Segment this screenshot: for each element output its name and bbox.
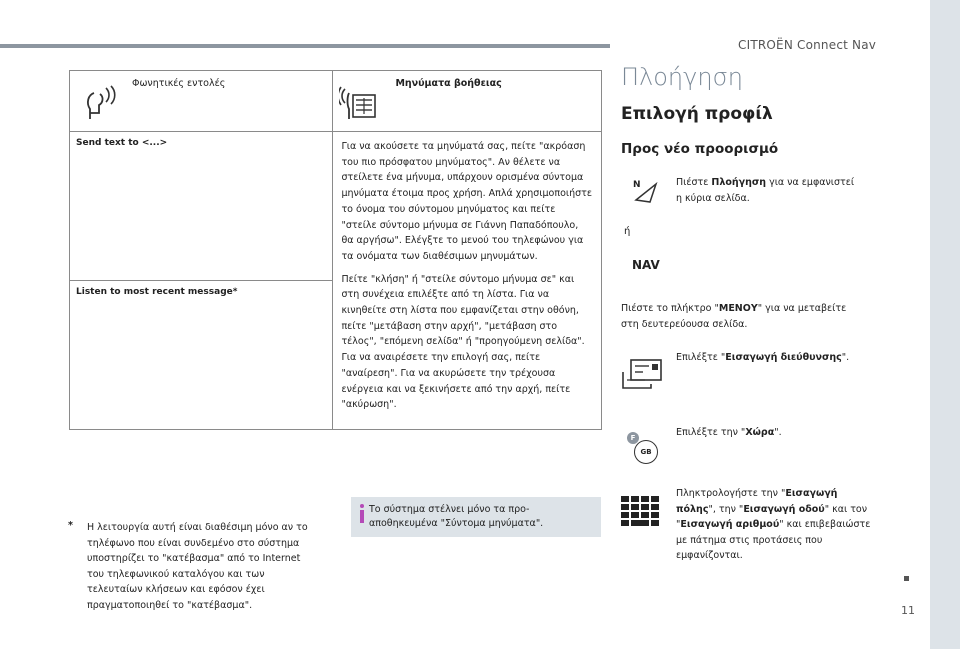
col1-header-cell	[70, 71, 333, 132]
step-3-bold: Εισαγωγή διεύθυνσης	[725, 352, 842, 363]
flag-f-badge: F	[627, 432, 639, 444]
response-cell	[333, 132, 602, 430]
voice-command-icon	[82, 85, 122, 121]
page-number: 11	[901, 604, 915, 617]
response-text: Για να ακούσετε τα μηνύματά σας, πείτε "ακρόαση του πιο πρόσφατου μηνύματος". Αν θέλετε να στείλετε ένα μήνυμα, υπάρχουν ορισμένα σύντομα μηνύματα έτοιμα προς χρήση. Απλά χρησιμοποιήστε το όνομα του σύντομου μηνύματος και πείτε "στείλε σύντομο μήνυμα σε Γιάννη Παπαδόπουλο, θα αργήσω". Ελέγξτε το μενού του τηλεφώνου για τα ονόματα των διαθέσιμων μηνυμάτων.	[341, 141, 593, 262]
col2-header-cell	[333, 71, 602, 132]
step-1-bold: Πλοήγηση	[711, 177, 767, 188]
footnote-star: *	[68, 520, 73, 531]
nav-key-label: NAV	[632, 258, 660, 272]
step-3-text	[676, 350, 856, 366]
north-letter: N	[633, 180, 641, 190]
info-text: Το σύστημα στέλνει μόνο τα προ-αποθηκευμένα "Σύντομα μηνύματα".	[369, 504, 544, 529]
step-5-text	[676, 486, 876, 564]
step-4-pre: Επιλέξτε την "	[676, 427, 746, 438]
command-listen-message: Listen to most recent message*	[76, 287, 238, 297]
address-entry-icon	[621, 358, 663, 390]
step-1-pre: Πιέστε	[676, 177, 712, 188]
info-icon	[357, 503, 367, 525]
command-send-text: Send text to <...>	[76, 138, 168, 148]
step-2-bold: ΜΕΝΟΥ	[718, 303, 758, 314]
step-1-post: για να εμφανιστεί η κύρια σελίδα.	[676, 177, 855, 204]
or-text: ή	[624, 226, 631, 237]
step-4-bold: Χώρα	[745, 427, 775, 438]
step-3-post: ".	[841, 352, 850, 363]
info-box	[351, 497, 601, 537]
step-5-g: " και επιβεβαιώστε με πάτημα στις προτάσεις που εμφανίζονται.	[676, 519, 871, 561]
page-sidebar	[930, 0, 960, 649]
command-cell-2	[70, 281, 333, 430]
step-5-f: Εισαγωγή αριθμού	[680, 519, 780, 530]
top-rule	[0, 44, 610, 48]
step-2-post: " για να μεταβείτε στη δευτερεύουσα σελίδα.	[621, 303, 847, 330]
response-text-2: Πείτε "κλήση" ή "στείλε σύντομο μήνυμα σε" και στη συνέχεια επιλέξτε από τη λίστα. Για να κινηθείτε στη λίστα που εμφανίζεται στην οθόνη, πείτε "μετάβαση στην αρχή", "μετάβαση στο τέλος", "επόμενη σελίδα" ή "προηγούμενη σελίδα". Για να αναιρέσετε την επιλογή σας, πείτε "αναίρεση". Για να ακυρώσετε την τρέχουσα ενέργεια και να ξεκινήσετε από την αρχή, πείτε "ακύρωση".	[341, 273, 585, 411]
step-4-post: ".	[774, 427, 782, 438]
command-cell-1	[70, 132, 333, 281]
destination-title: Προς νέο προορισμό	[621, 141, 779, 157]
footnote	[69, 520, 309, 613]
step-4-text	[676, 425, 856, 441]
step-5-e: " και τον "	[676, 503, 868, 530]
step-1-text	[676, 175, 856, 206]
step-3-pre: Επιλέξτε "	[676, 352, 726, 363]
help-message-icon	[339, 85, 379, 121]
flag-gb-badge: GB	[634, 440, 658, 464]
col1-header: Φωνητικές εντολές	[132, 78, 226, 89]
keyboard-icon	[621, 496, 661, 526]
step-5-a: Πληκτρολογήστε την "	[676, 488, 786, 499]
country-flag-icon	[624, 428, 664, 464]
step-5-d: Εισαγωγή οδού	[743, 503, 825, 515]
col2-header: Μηνύματα βοήθειας	[395, 78, 502, 89]
voice-command-table	[69, 70, 602, 430]
navigation-title: Πλοήγηση	[621, 63, 743, 91]
header-title: CITROËN Connect Nav	[738, 38, 877, 52]
step-5-c: ", την "	[708, 503, 744, 515]
navigation-arrow-icon	[632, 178, 660, 204]
step-2-pre: Πιέστε το πλήκτρο "	[621, 303, 719, 314]
step-2-text	[621, 301, 861, 332]
profile-title: Επιλογή προφίλ	[621, 104, 773, 124]
section-marker	[904, 576, 909, 581]
step-5-b: Εισαγωγή πόλης	[676, 488, 838, 515]
footnote-text: Η λειτουργία αυτή είναι διαθέσιμη μόνο αν το τηλέφωνο που είναι συνδεμένο στο σύστημα υποστηρίζει το "κατέβασμα" από το Internet του τηλεφωνικού καταλόγου και των τελευταίων κλήσεων και εφόσον έχει πραγματοποιηθεί το "κατέβασμα".	[87, 522, 308, 611]
